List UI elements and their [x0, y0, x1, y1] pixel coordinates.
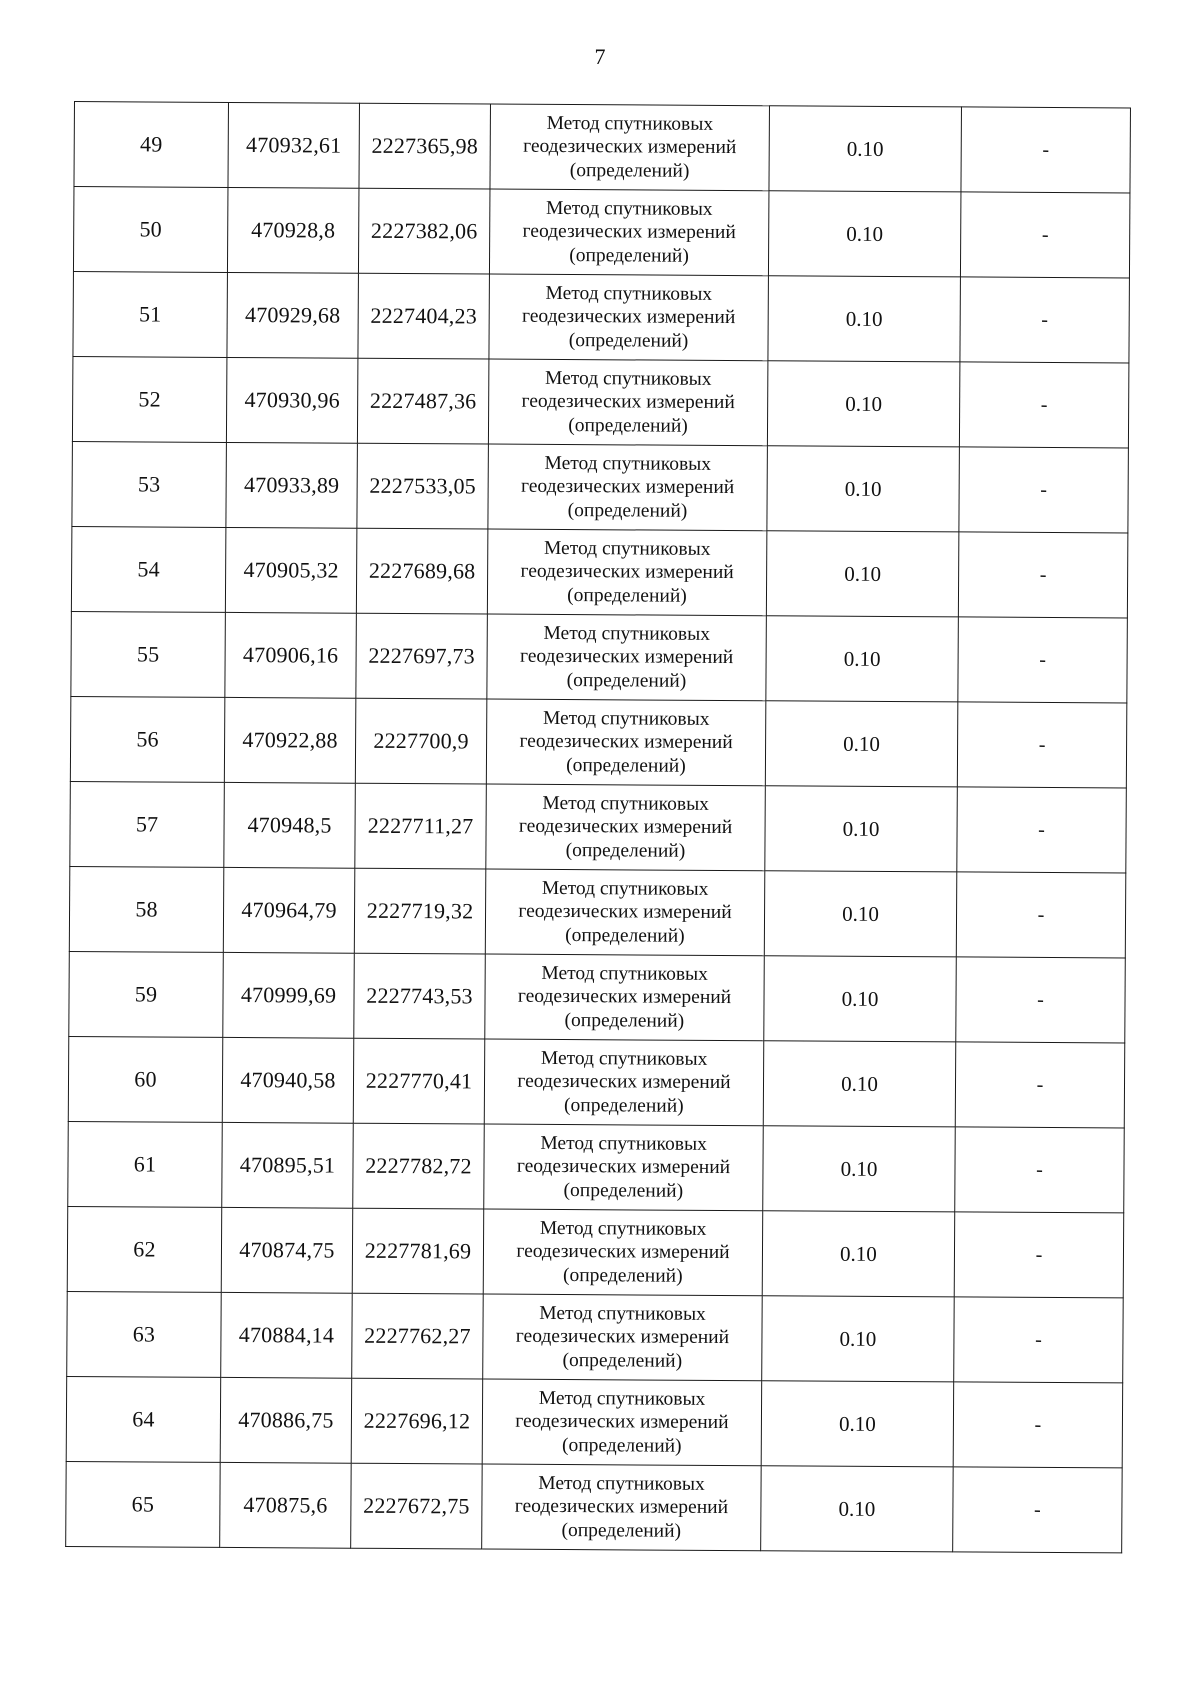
y-coordinate-cell: 2227533,05	[357, 443, 489, 529]
accuracy-cell: 0.10	[766, 531, 959, 617]
table-row	[71, 526, 1127, 617]
x-coordinate-cell: 470999,69	[223, 952, 355, 1038]
accuracy-cell: 0.10	[765, 786, 958, 872]
note-cell: -	[960, 192, 1130, 278]
method-cell: Метод спутниковых геодезических измерений (определений)	[482, 1464, 762, 1551]
accuracy-cell: 0.10	[764, 956, 957, 1042]
point-number-cell: 49	[74, 102, 229, 188]
method-cell: Метод спутниковых геодезических измерений (определений)	[489, 274, 769, 361]
method-cell: Метод спутниковых геодезических измерений (определений)	[488, 359, 768, 446]
note-cell: -	[954, 1297, 1124, 1383]
note-cell: -	[955, 1042, 1125, 1128]
accuracy-cell: 0.10	[765, 701, 958, 787]
table-row	[66, 1376, 1122, 1467]
y-coordinate-cell: 2227770,41	[353, 1038, 485, 1124]
note-cell: -	[955, 1127, 1125, 1213]
accuracy-cell: 0.10	[762, 1211, 955, 1297]
table-row	[67, 1206, 1123, 1297]
method-cell: Метод спутниковых геодезических измерений (определений)	[489, 189, 769, 276]
note-cell: -	[957, 702, 1127, 788]
point-number-cell: 52	[72, 356, 227, 442]
point-number-cell: 61	[68, 1121, 223, 1207]
y-coordinate-cell: 2227672,75	[351, 1463, 483, 1549]
point-number-cell: 62	[67, 1206, 222, 1292]
page-number: 7	[594, 44, 606, 69]
x-coordinate-cell: 470895,51	[222, 1122, 354, 1208]
accuracy-cell: 0.10	[762, 1296, 955, 1382]
accuracy-cell: 0.10	[763, 1041, 956, 1127]
point-number-cell: 57	[70, 781, 225, 867]
table-row	[72, 441, 1128, 532]
y-coordinate-cell: 2227689,68	[356, 528, 488, 614]
x-coordinate-cell: 470874,75	[221, 1207, 353, 1293]
y-coordinate-cell: 2227365,98	[359, 103, 491, 189]
accuracy-cell: 0.10	[769, 106, 962, 192]
x-coordinate-cell: 470906,16	[225, 612, 357, 698]
method-cell: Метод спутниковых геодезических измерений (определений)	[488, 444, 768, 531]
point-number-cell: 65	[66, 1461, 221, 1547]
x-coordinate-cell: 470884,14	[221, 1292, 353, 1378]
method-cell: Метод спутниковых геодезических измерений (определений)	[490, 104, 770, 191]
x-coordinate-cell: 470929,68	[227, 272, 359, 358]
accuracy-cell: 0.10	[761, 1466, 954, 1552]
accuracy-cell: 0.10	[768, 191, 961, 277]
table-row	[70, 781, 1126, 872]
point-number-cell: 64	[66, 1376, 221, 1462]
y-coordinate-cell: 2227743,53	[354, 953, 486, 1039]
method-cell: Метод спутниковых геодезических измерений (определений)	[487, 614, 767, 701]
point-number-cell: 56	[70, 696, 225, 782]
table-row	[70, 696, 1126, 787]
x-coordinate-cell: 470964,79	[223, 867, 355, 953]
table-row	[67, 1291, 1123, 1382]
table-row	[68, 1036, 1124, 1127]
x-coordinate-cell: 470928,8	[227, 187, 359, 273]
note-cell: -	[958, 617, 1128, 703]
method-cell: Метод спутниковых геодезических измерений (определений)	[487, 529, 767, 616]
point-number-cell: 50	[73, 187, 228, 273]
method-cell: Метод спутниковых геодезических измерений (определений)	[485, 869, 765, 956]
x-coordinate-cell: 470930,96	[226, 357, 358, 443]
method-cell: Метод спутниковых геодезических измерений (определений)	[486, 699, 766, 786]
accuracy-cell: 0.10	[764, 871, 957, 957]
method-cell: Метод спутниковых геодезических измерений (определений)	[482, 1379, 762, 1466]
table-row	[68, 1121, 1124, 1212]
table-row	[69, 951, 1125, 1042]
table-body	[66, 102, 1131, 1553]
point-number-cell: 63	[67, 1291, 222, 1377]
table-row	[74, 102, 1130, 193]
y-coordinate-cell: 2227711,27	[355, 783, 487, 869]
table-row	[66, 1461, 1122, 1552]
coordinates-table-container	[65, 101, 1130, 1553]
table-row	[73, 187, 1129, 278]
point-number-cell: 54	[71, 526, 226, 612]
accuracy-cell: 0.10	[763, 1126, 956, 1212]
y-coordinate-cell: 2227697,73	[356, 613, 488, 699]
y-coordinate-cell: 2227404,23	[358, 273, 490, 359]
accuracy-cell: 0.10	[766, 616, 959, 702]
note-cell: -	[958, 532, 1128, 618]
x-coordinate-cell: 470875,6	[220, 1462, 352, 1548]
accuracy-cell: 0.10	[768, 276, 961, 362]
y-coordinate-cell: 2227781,69	[352, 1208, 484, 1294]
y-coordinate-cell: 2227487,36	[357, 358, 489, 444]
point-number-cell: 51	[73, 271, 228, 357]
x-coordinate-cell: 470905,32	[225, 527, 357, 613]
note-cell: -	[954, 1212, 1124, 1298]
y-coordinate-cell: 2227700,9	[355, 698, 487, 784]
y-coordinate-cell: 2227382,06	[358, 188, 490, 274]
x-coordinate-cell: 470940,58	[222, 1037, 354, 1123]
accuracy-cell: 0.10	[767, 361, 960, 447]
x-coordinate-cell: 470886,75	[220, 1377, 352, 1463]
table-row	[72, 356, 1128, 447]
table-row	[73, 271, 1129, 362]
x-coordinate-cell: 470922,88	[224, 697, 356, 783]
x-coordinate-cell: 470932,61	[228, 102, 360, 188]
point-number-cell: 58	[69, 866, 224, 952]
coordinates-table	[65, 101, 1131, 1553]
point-number-cell: 53	[72, 441, 227, 527]
point-number-cell: 55	[71, 611, 226, 697]
method-cell: Метод спутниковых геодезических измерений (определений)	[484, 1124, 764, 1211]
note-cell: -	[956, 872, 1126, 958]
point-number-cell: 59	[69, 951, 224, 1037]
y-coordinate-cell: 2227782,72	[353, 1123, 485, 1209]
note-cell: -	[957, 787, 1127, 873]
x-coordinate-cell: 470933,89	[226, 442, 358, 528]
x-coordinate-cell: 470948,5	[224, 782, 356, 868]
method-cell: Метод спутниковых геодезических измерений (определений)	[486, 784, 766, 871]
method-cell: Метод спутниковых геодезических измерений (определений)	[483, 1209, 763, 1296]
note-cell: -	[961, 107, 1131, 193]
accuracy-cell: 0.10	[767, 446, 960, 532]
note-cell: -	[956, 957, 1126, 1043]
table-row	[71, 611, 1127, 702]
note-cell: -	[953, 1382, 1123, 1468]
y-coordinate-cell: 2227719,32	[354, 868, 486, 954]
note-cell: -	[960, 277, 1130, 363]
y-coordinate-cell: 2227762,27	[352, 1293, 484, 1379]
method-cell: Метод спутниковых геодезических измерений (определений)	[483, 1294, 763, 1381]
table-row	[69, 866, 1125, 957]
note-cell: -	[953, 1467, 1123, 1553]
y-coordinate-cell: 2227696,12	[351, 1378, 483, 1464]
accuracy-cell: 0.10	[761, 1381, 954, 1467]
note-cell: -	[959, 362, 1129, 448]
method-cell: Метод спутниковых геодезических измерений (определений)	[485, 954, 765, 1041]
method-cell: Метод спутниковых геодезических измерений (определений)	[484, 1039, 764, 1126]
note-cell: -	[959, 447, 1129, 533]
point-number-cell: 60	[68, 1036, 223, 1122]
